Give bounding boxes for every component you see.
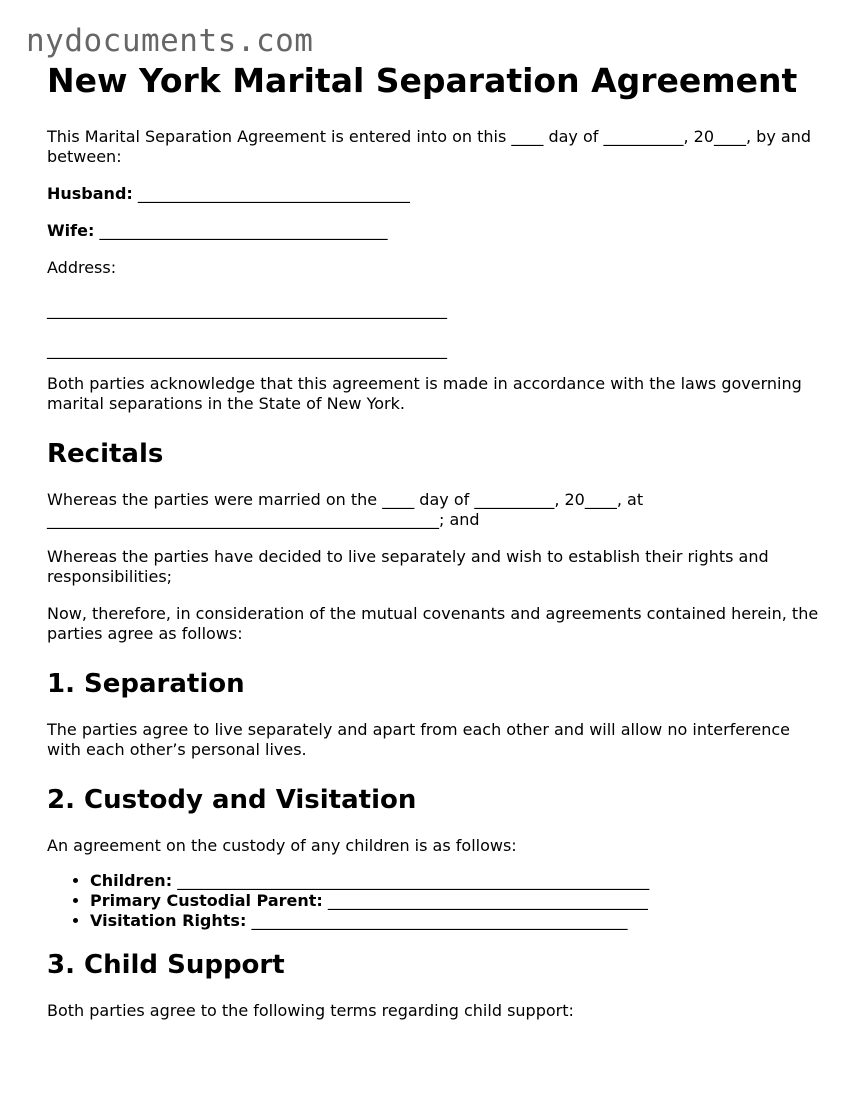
primary-parent-label: Primary Custodial Parent: — [90, 891, 323, 910]
children-blank: ___________________________________________________________ — [177, 871, 650, 890]
custody-heading: 2. Custody and Visitation — [47, 785, 417, 815]
visitation-blank: _______________________________________________ — [251, 911, 628, 930]
visitation-label: Visitation Rights: — [90, 911, 247, 930]
address-line-1: __________________________________________________ — [47, 300, 447, 319]
document-page — [47, 60, 827, 1038]
husband-field — [47, 184, 827, 204]
recitals-paragraph-3: Now, therefore, in consideration of the mutual covenants and agreements contained herein, the parties agree as follows: — [47, 604, 819, 643]
watermark: nydocuments.com — [26, 23, 314, 59]
list-item — [90, 891, 827, 911]
primary-parent-blank: ________________________________________ — [327, 891, 648, 910]
intro-paragraph: This Marital Separation Agreement is entered into on this ____ day of __________, 20____, by and between: — [47, 127, 811, 166]
list-item — [90, 911, 827, 931]
recitals-heading: Recitals — [47, 439, 164, 469]
child-support-paragraph: Both parties agree to the following terms regarding child support: — [47, 1001, 574, 1020]
wife-label: Wife: — [47, 221, 95, 240]
child-support-heading: 3. Child Support — [47, 950, 285, 980]
custody-list — [47, 871, 827, 931]
list-item — [90, 871, 827, 891]
children-label: Children: — [90, 871, 173, 890]
recitals-paragraph-1: Whereas the parties were married on the ____ day of __________, 20____, at _________________________________________________; and — [47, 490, 644, 529]
acknowledge-paragraph: Both parties acknowledge that this agreement is made in accordance with the laws governing marital separations in the State of New York. — [47, 374, 802, 413]
separation-heading: 1. Separation — [47, 669, 245, 699]
wife-field — [47, 221, 827, 241]
custody-paragraph: An agreement on the custody of any children is as follows: — [47, 836, 517, 855]
page-title: New York Marital Separation Agreement — [47, 61, 798, 100]
address-line-2: __________________________________________________ — [47, 340, 447, 359]
recitals-paragraph-2: Whereas the parties have decided to live separately and wish to establish their rights and responsibilities; — [47, 547, 769, 586]
separation-paragraph: The parties agree to live separately and apart from each other and will allow no interference with each other’s personal lives. — [47, 720, 790, 759]
address-label: Address: — [47, 258, 117, 277]
husband-blank: __________________________________ — [137, 184, 410, 203]
wife-blank: ____________________________________ — [99, 221, 388, 240]
husband-label: Husband: — [47, 184, 133, 203]
